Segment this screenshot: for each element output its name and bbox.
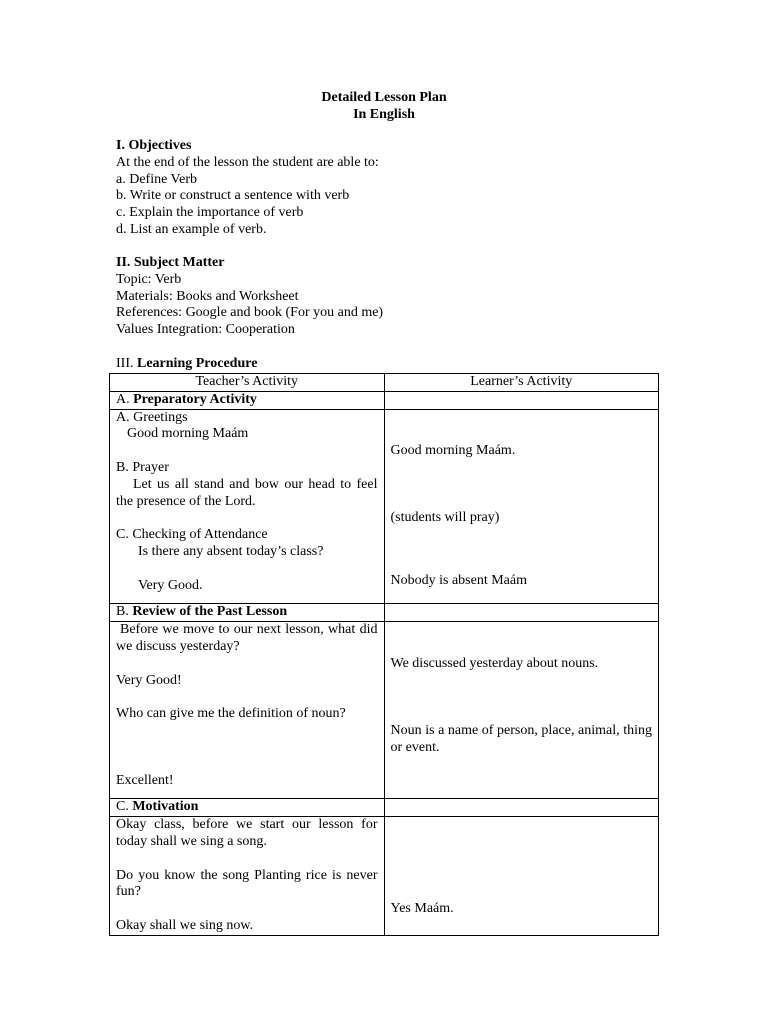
section-prefix: B.: [116, 604, 133, 620]
greetings-label: A. Greetings: [116, 409, 188, 425]
section-row-review: [110, 604, 659, 622]
section-row-preparatory: [110, 391, 659, 409]
procedure-heading: [116, 356, 257, 373]
section-title: Preparatory Activity: [133, 391, 257, 407]
table-row-motivation: [110, 817, 659, 936]
attendance-teacher: Is there any absent today’s class?: [138, 543, 324, 559]
section-label-review: [110, 604, 385, 622]
section-label-motivation: [110, 799, 385, 817]
objectives-section: [116, 138, 379, 239]
section-row-motivation: [110, 799, 659, 817]
document-title: Detailed Lesson Plan: [321, 90, 447, 105]
objective-item: c. Explain the importance of verb: [116, 205, 304, 221]
prayer-label: B. Prayer: [116, 459, 169, 475]
motivation-teacher-3: Okay shall we sing now.: [116, 917, 254, 933]
values-line: Values Integration: Cooperation: [116, 322, 295, 338]
empty-cell: [384, 391, 659, 409]
procedure-heading-label: Learning Procedure: [137, 356, 258, 371]
section-prefix: A.: [116, 391, 134, 407]
review-question-1: Before we move to our next lesson, what did we discuss yesterday?: [116, 622, 378, 654]
empty-cell: [384, 799, 659, 817]
section-title: Review of the Past Lesson: [132, 604, 288, 620]
review-answer-2: Noun is a name of person, place, animal, thing or event.: [390, 722, 652, 755]
objective-item: d. List an example of verb.: [116, 221, 267, 237]
topic-line: Topic: Verb: [116, 271, 182, 287]
learner-activity-header: Learner’s Activity: [384, 374, 659, 392]
attendance-learner: Nobody is absent Maám: [390, 572, 527, 588]
very-good-text: Very Good.: [138, 577, 203, 593]
learning-procedure-table: [109, 373, 659, 936]
teacher-cell: [110, 817, 385, 936]
excellent-text: Excellent!: [116, 772, 174, 788]
motivation-learner: Yes Maám.: [390, 901, 454, 917]
attendance-label: C. Checking of Attendance: [116, 527, 268, 543]
learner-cell: [384, 409, 659, 604]
motivation-teacher-2: Do you know the song Planting rice is never fun?: [116, 867, 378, 900]
table-header-row: [110, 374, 659, 392]
subject-matter-section: [116, 255, 383, 339]
section-prefix: C.: [116, 799, 133, 815]
very-good-text: Very Good!: [116, 672, 182, 688]
materials-line: Materials: Books and Worksheet: [116, 288, 299, 304]
objective-item: a. Define Verb: [116, 171, 197, 187]
prayer-learner: (students will pray): [390, 510, 500, 526]
motivation-teacher-1: Okay class, before we start our lesson for today shall we sing a song.: [116, 817, 378, 849]
review-question-2: Who can give me the definition of noun?: [116, 706, 346, 722]
table-row-preparatory: [110, 409, 659, 604]
prayer-teacher: Let us all stand and bow our head to feel the presence of the Lord.: [116, 476, 378, 509]
learner-cell: [384, 622, 659, 799]
teacher-cell: [110, 622, 385, 799]
objective-item: b. Write or construct a sentence with verb: [116, 188, 350, 204]
empty-cell: [384, 604, 659, 622]
greetings-learner: Good morning Maám.: [390, 443, 516, 459]
teacher-activity-header: Teacher’s Activity: [110, 374, 385, 392]
subject-matter-heading: II. Subject Matter: [116, 255, 225, 270]
references-line: References: Google and book (For you and me): [116, 305, 384, 321]
section-title: Motivation: [132, 799, 199, 815]
procedure-heading-prefix: III.: [116, 356, 137, 371]
section-label-preparatory: [110, 391, 385, 409]
review-answer-1: We discussed yesterday about nouns.: [390, 655, 599, 671]
document-subtitle: In English: [353, 107, 415, 122]
greetings-teacher: Good morning Maám: [127, 426, 249, 442]
objectives-intro: At the end of the lesson the student are able to:: [116, 154, 379, 170]
table-row-review: [110, 622, 659, 799]
teacher-cell: [110, 409, 385, 604]
learner-cell: [384, 817, 659, 936]
objectives-heading: I. Objectives: [116, 138, 192, 153]
